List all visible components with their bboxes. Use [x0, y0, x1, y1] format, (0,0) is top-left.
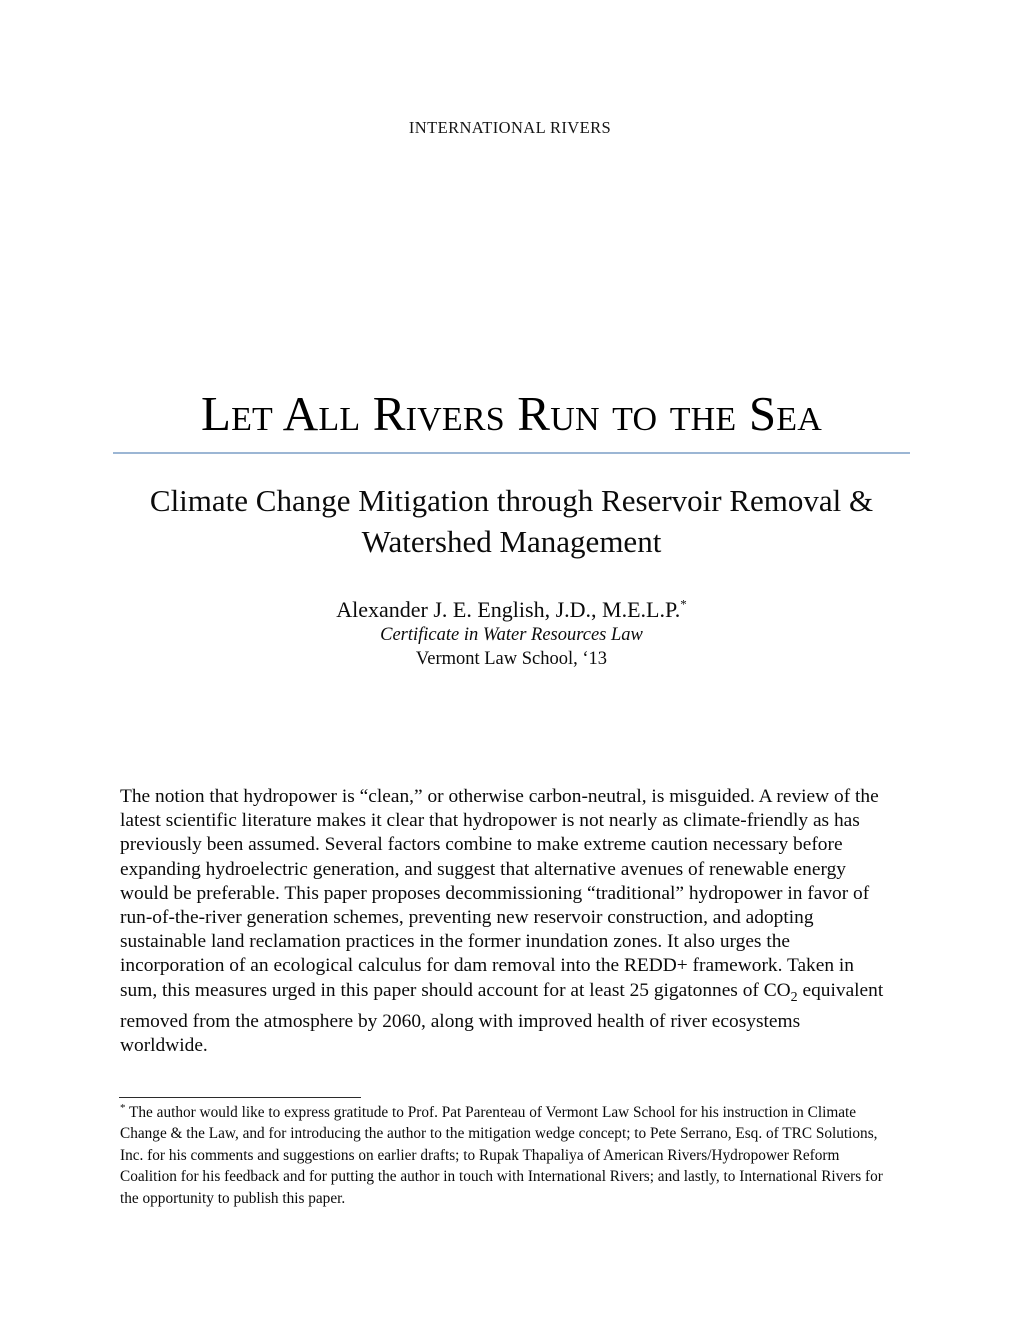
running-header: INTERNATIONAL RIVERS [408, 118, 612, 137]
title-divider [113, 452, 910, 454]
co2-subscript: 2 [790, 989, 798, 1005]
author-footnote-marker: * [680, 596, 687, 612]
footnote-marker: * [120, 1101, 126, 1114]
title-block [113, 386, 910, 462]
author-block [113, 596, 910, 671]
author-name [113, 596, 910, 623]
footnote [120, 1102, 895, 1209]
abstract-paragraph [120, 785, 886, 1058]
footnote-text: The author would like to express gratitude to Prof. Pat Parenteau of Vermont Law School for his instruction in Climate Change & the Law, and for introducing the author to the mitigation wedge concept; to Pete Serrano, Esq. of TRC Solutions, Inc. for his comments and suggestions on earlier drafts; to Rupak Thapaliya of American Rivers/Hydropower Reform Coalition for his feedback and for putting the author in touch with International Rivers; and lastly, to International Rivers for the opportunity to publish this paper. [120, 1104, 883, 1207]
author-name-text: Alexander J. E. English, J.D., M.E.L.P. [336, 597, 681, 622]
page-title: Let All Rivers Run to the Sea [200, 386, 823, 441]
author-credential: Certificate in Water Resources Law [380, 625, 643, 645]
abstract-text-part-2: equivalent removed from the atmosphere by 2060, along with improved health of river ecosystems worldwide. [120, 979, 884, 1056]
author-affiliation: Vermont Law School, ‘13 [415, 649, 608, 669]
document-subtitle: Climate Change Mitigation through Reservoir Removal & Watershed Management [149, 483, 874, 559]
abstract-text-part-1: The notion that hydropower is “clean,” or otherwise carbon-neutral, is misguided. A review of the latest scientific literature makes it clear that hydropower is not nearly as climate-friendly as has previously been assumed. Several factors combine to make extreme caution necessary before expanding hydroelectric generation, and suggest that alternative avenues of renewable energy would be preferable. This paper proposes decommissioning “traditional” hydropower in favor of run-of-the-river generation schemes, preventing new reservoir construction, and adopting sustainable land reclamation practices in the former inundation zones. It also urges the incorporation of an ecological calculus for dam removal into the REDD+ framework. Taken in sum, this measures urged in this paper should account for at least 25 gigatonnes of CO [120, 786, 879, 1001]
footnote-separator [119, 1097, 361, 1098]
